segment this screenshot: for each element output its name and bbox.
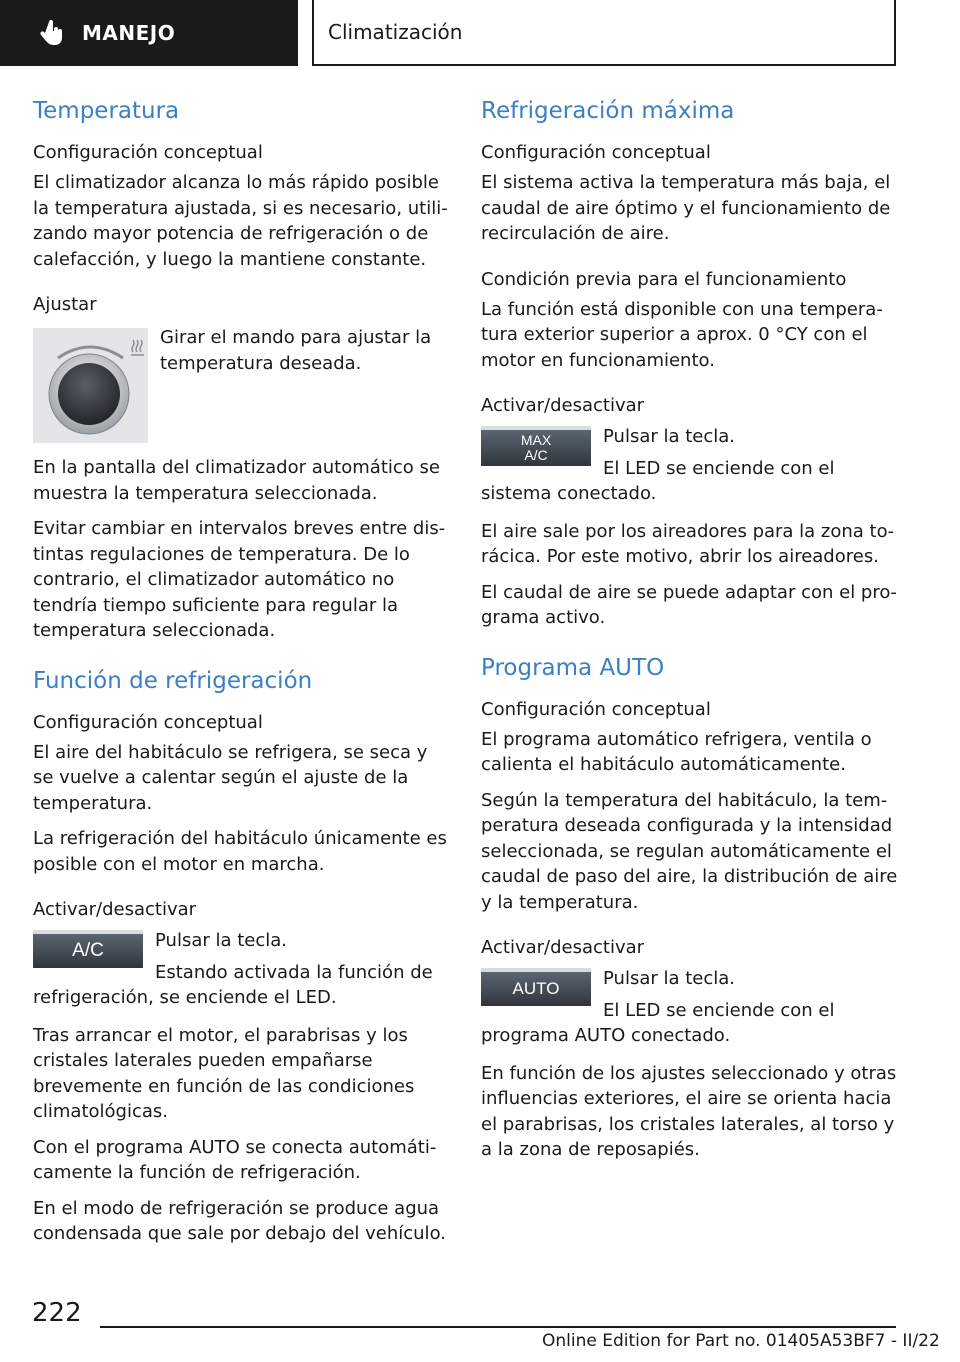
- figure-caption: Pulsar la tecla.: [603, 968, 736, 989]
- paragraph: La refrigeración del habitáculo únicamente es posible con el motor en marcha.: [33, 828, 447, 875]
- auto-button-image: [481, 968, 591, 1006]
- rotary-knob-icon: [33, 328, 148, 443]
- knob-figure-row: [33, 328, 451, 443]
- chapter-title: Climatización: [328, 20, 463, 44]
- figure-caption: Girar el mando para ajustar la temperatura deseada.: [160, 327, 432, 374]
- figure-caption: El LED se enciende con el programa AUTO conectado.: [481, 999, 835, 1046]
- paragraph: Con el programa AUTO se conecta automáticamente la función de refrigeración.: [33, 1136, 437, 1183]
- subheading: Configuración conceptual: [481, 142, 711, 163]
- hand-pointer-icon: [40, 19, 68, 47]
- section-tab: [0, 0, 298, 66]
- max-ac-button-label-top: MAX: [520, 432, 552, 448]
- subheading: Condición previa para el funcionamiento: [481, 268, 847, 290]
- chapter-title-box: [312, 0, 896, 66]
- paragraph: El caudal de aire se puede adaptar con el programa activo.: [481, 581, 897, 628]
- section-tab-label: MANEJO: [82, 21, 176, 45]
- figure-caption: Pulsar la tecla.: [603, 426, 736, 447]
- temperature-knob-image: [33, 328, 148, 443]
- ac-button-label: A/C: [72, 940, 104, 961]
- left-column: [33, 96, 451, 1257]
- right-column: [481, 96, 899, 1173]
- page-number: 222: [32, 1298, 82, 1328]
- section-title-cooling: Función de refrigeración: [33, 667, 313, 694]
- section-title-max-cooling: Refrigeración máxima: [481, 98, 735, 124]
- section-title-auto-program: Programa AUTO: [481, 654, 665, 681]
- auto-button-label: AUTO: [512, 979, 560, 998]
- paragraph: La función está disponible con una temperatura exterior superior a aprox. 0 °CY con el motor en funcionamiento.: [481, 298, 883, 371]
- footer-divider: [100, 1326, 896, 1328]
- subheading: Activar/desactivar: [33, 899, 197, 920]
- subheading: Configuración conceptual: [33, 142, 263, 163]
- ac-figure-block: [33, 928, 451, 1011]
- paragraph: El climatizador alcanza lo más rápido posible la temperatura ajustada, si es necesario, utilizando mayor potencia de refrigeración o de calefacción, y luego la mantiene constante.: [33, 172, 448, 270]
- figure-caption: El LED se enciende con el sistema conectado.: [481, 457, 835, 504]
- subheading: Activar/desactivar: [481, 937, 645, 958]
- paragraph: En función de los ajustes seleccionado y otras influencias exteriores, el aire se orienta hacia el parabrisas, los cristales laterales, al torso y a la zona de reposapiés.: [481, 1062, 897, 1160]
- auto-figure-block: [481, 966, 899, 1049]
- paragraph: Según la temperatura del habitáculo, la temperatura deseada configurada y la intensidad seleccionada, se regulan automáticamente el caudal de paso del aire, la distribución de aire y la temperatura.: [481, 789, 898, 913]
- figure-caption: Estando activada la función de refrigeración, se enciende el LED.: [33, 961, 433, 1008]
- subheading: Activar/desactivar: [481, 395, 645, 416]
- max-ac-button-label-bottom: A/C: [524, 447, 548, 463]
- paragraph: En la pantalla del climatizador automático se muestra la temperatura seleccionada.: [33, 457, 440, 504]
- subheading: Configuración conceptual: [481, 698, 711, 720]
- page-header: [0, 0, 960, 66]
- paragraph: En el modo de refrigeración se produce agua condensada que sale por debajo del vehículo.: [33, 1197, 446, 1244]
- max-ac-figure-block: [481, 424, 899, 507]
- ac-button-image: [33, 930, 143, 968]
- paragraph: El aire sale por los aireadores para la zona torácica. Por este motivo, abrir los aireadores.: [481, 520, 895, 567]
- subheading: Configuración conceptual: [33, 711, 263, 733]
- edition-note: Online Edition for Part no. 01405A53BF7 - II/22: [542, 1331, 940, 1351]
- paragraph: Evitar cambiar en intervalos breves entre distintas regulaciones de temperatura. De lo contrario, el climatizador automático no tendría tiempo suficiente para regular la temperatura seleccionada.: [33, 518, 446, 641]
- subheading: Ajustar: [33, 294, 97, 315]
- paragraph: El aire del habitáculo se refrigera, se seca y se vuelve a calentar según el ajuste de la temperatura.: [33, 741, 428, 814]
- max-ac-button-image: [481, 426, 591, 466]
- paragraph: El programa automático refrigera, ventila o calienta el habitáculo automáticamente.: [481, 728, 872, 775]
- paragraph: El sistema activa la temperatura más baja, el caudal de aire óptimo y el funcionamiento de recirculación de aire.: [481, 172, 891, 244]
- section-title-temperature: Temperatura: [33, 98, 180, 124]
- figure-caption: Pulsar la tecla.: [155, 930, 288, 951]
- paragraph: Tras arrancar el motor, el parabrisas y los cristales laterales pueden empañarse brevemente en función de las condiciones climatológicas.: [33, 1024, 415, 1122]
